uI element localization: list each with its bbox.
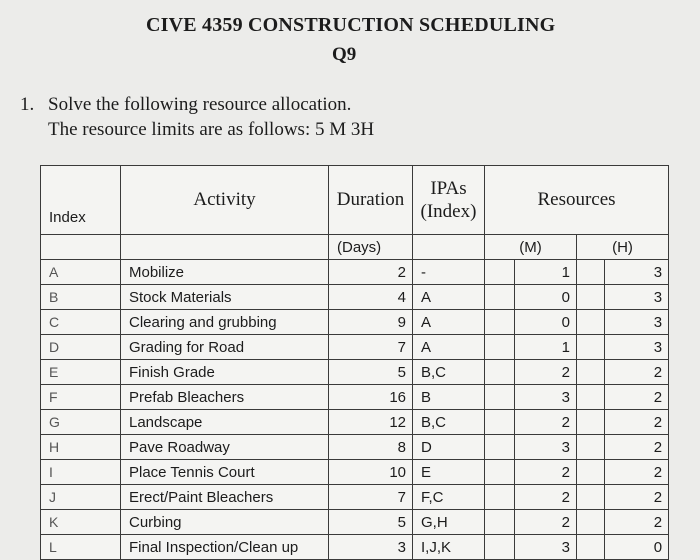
row-h: 3: [605, 260, 669, 285]
row-duration: 9: [329, 310, 413, 335]
row-h: 2: [605, 435, 669, 460]
row-index: L: [41, 535, 121, 560]
row-index: E: [41, 360, 121, 385]
ipas-header-sublabel: (Index): [420, 201, 477, 222]
question-text-line1: Solve the following resource allocation.: [48, 94, 352, 115]
row-h-spacer: [577, 360, 605, 385]
row-h-spacer: [577, 510, 605, 535]
row-index: C: [41, 310, 121, 335]
row-activity: Clearing and grubbing: [121, 310, 329, 335]
row-index: K: [41, 510, 121, 535]
row-h-spacer: [577, 410, 605, 435]
m-unit: (M): [485, 235, 577, 260]
row-ipa: F,C: [413, 485, 485, 510]
row-duration: 10: [329, 460, 413, 485]
row-ipa: D: [413, 435, 485, 460]
row-activity: Landscape: [121, 410, 329, 435]
row-h: 2: [605, 485, 669, 510]
table-row: [41, 535, 669, 560]
units-cell-activity: [121, 235, 329, 260]
row-m-spacer: [485, 335, 515, 360]
row-h-spacer: [577, 260, 605, 285]
row-index: I: [41, 460, 121, 485]
table-row: [41, 310, 669, 335]
row-h-spacer: [577, 285, 605, 310]
table-row: [41, 460, 669, 485]
row-h: 2: [605, 510, 669, 535]
row-h-spacer: [577, 460, 605, 485]
row-h-spacer: [577, 535, 605, 560]
row-h: 3: [605, 285, 669, 310]
row-duration: 3: [329, 535, 413, 560]
row-index: A: [41, 260, 121, 285]
index-header-label: Index: [49, 209, 86, 226]
row-activity: Grading for Road: [121, 335, 329, 360]
document-subtitle: Q9: [332, 44, 357, 65]
row-m-spacer: [485, 385, 515, 410]
row-index: J: [41, 485, 121, 510]
row-ipa: G,H: [413, 510, 485, 535]
row-activity: Erect/Paint Bleachers: [121, 485, 329, 510]
duration-header: [329, 166, 413, 235]
units-cell-index: [41, 235, 121, 260]
row-duration: 2: [329, 260, 413, 285]
table-row: [41, 260, 669, 285]
row-activity: Finish Grade: [121, 360, 329, 385]
h-unit: (H): [577, 235, 669, 260]
table-row: [41, 285, 669, 310]
table-row: [41, 385, 669, 410]
ipas-header: [413, 166, 485, 235]
table-row: [41, 360, 669, 385]
row-h: 2: [605, 460, 669, 485]
row-h-spacer: [577, 385, 605, 410]
row-m-spacer: [485, 485, 515, 510]
row-duration: 12: [329, 410, 413, 435]
resource-table: [40, 165, 669, 560]
row-m: 0: [515, 310, 577, 335]
row-duration: 7: [329, 335, 413, 360]
row-ipa: A: [413, 310, 485, 335]
row-activity: Pave Roadway: [121, 435, 329, 460]
index-header: [41, 166, 121, 235]
row-m-spacer: [485, 260, 515, 285]
row-duration: 5: [329, 510, 413, 535]
units-cell-ipa: [413, 235, 485, 260]
row-m: 1: [515, 335, 577, 360]
document-title: CIVE 4359 CONSTRUCTION SCHEDULING: [146, 14, 556, 36]
row-m-spacer: [485, 460, 515, 485]
days-unit: (Days): [329, 235, 413, 260]
row-m: 2: [515, 510, 577, 535]
row-index: B: [41, 285, 121, 310]
row-m: 0: [515, 285, 577, 310]
row-ipa: -: [413, 260, 485, 285]
row-h-spacer: [577, 335, 605, 360]
row-m: 1: [515, 260, 577, 285]
units-row: [41, 235, 669, 260]
activity-header: [121, 166, 329, 235]
question-text-line2: The resource limits are as follows: 5 M 3H: [48, 119, 375, 140]
activity-header-label: Activity: [193, 189, 256, 210]
table-row: [41, 435, 669, 460]
row-duration: 8: [329, 435, 413, 460]
row-h: 2: [605, 385, 669, 410]
row-index: F: [41, 385, 121, 410]
row-m: 3: [515, 385, 577, 410]
row-activity: Stock Materials: [121, 285, 329, 310]
row-h: 3: [605, 310, 669, 335]
table-row: [41, 410, 669, 435]
row-ipa: A: [413, 335, 485, 360]
row-m: 2: [515, 410, 577, 435]
row-activity: Final Inspection/Clean up: [121, 535, 329, 560]
row-h: 3: [605, 335, 669, 360]
resources-header-label: Resources: [537, 189, 616, 210]
ipas-header-label: IPAs: [430, 178, 467, 199]
row-h-spacer: [577, 310, 605, 335]
row-m: 2: [515, 460, 577, 485]
table-row: [41, 335, 669, 360]
row-index: D: [41, 335, 121, 360]
row-m-spacer: [485, 285, 515, 310]
row-ipa: B,C: [413, 410, 485, 435]
question-number: 1.: [20, 94, 35, 115]
row-m-spacer: [485, 535, 515, 560]
row-m-spacer: [485, 410, 515, 435]
row-index: H: [41, 435, 121, 460]
row-ipa: I,J,K: [413, 535, 485, 560]
row-m-spacer: [485, 360, 515, 385]
row-duration: 4: [329, 285, 413, 310]
row-h: 2: [605, 410, 669, 435]
row-m: 2: [515, 360, 577, 385]
row-h: 0: [605, 535, 669, 560]
row-activity: Place Tennis Court: [121, 460, 329, 485]
row-duration: 5: [329, 360, 413, 385]
table-row: [41, 510, 669, 535]
row-m-spacer: [485, 310, 515, 335]
row-h-spacer: [577, 485, 605, 510]
row-m: 2: [515, 485, 577, 510]
row-activity: Curbing: [121, 510, 329, 535]
row-m-spacer: [485, 435, 515, 460]
table-row: [41, 485, 669, 510]
header-row: [41, 166, 669, 235]
resources-header: [485, 166, 669, 235]
row-ipa: B,C: [413, 360, 485, 385]
row-m-spacer: [485, 510, 515, 535]
row-ipa: B: [413, 385, 485, 410]
duration-header-label: Duration: [336, 189, 405, 210]
row-ipa: E: [413, 460, 485, 485]
row-activity: Prefab Bleachers: [121, 385, 329, 410]
row-h-spacer: [577, 435, 605, 460]
row-ipa: A: [413, 285, 485, 310]
row-index: G: [41, 410, 121, 435]
row-duration: 7: [329, 485, 413, 510]
row-duration: 16: [329, 385, 413, 410]
row-h: 2: [605, 360, 669, 385]
row-m: 3: [515, 535, 577, 560]
row-activity: Mobilize: [121, 260, 329, 285]
row-m: 3: [515, 435, 577, 460]
